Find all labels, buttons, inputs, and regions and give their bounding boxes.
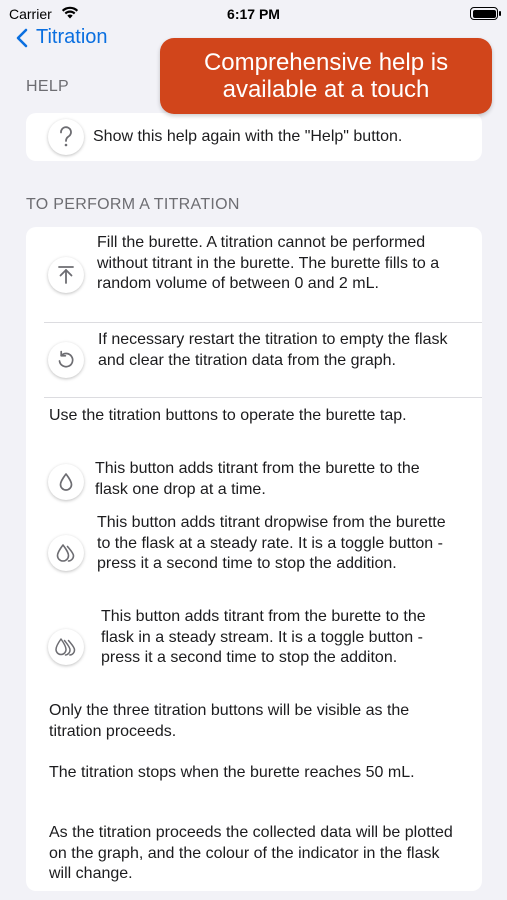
titration-intro-text: Use the titration buttons to operate the burette tap. [49, 407, 407, 424]
paragraph-titration-stops: The titration stops when the burette reaches 50 mL. [49, 764, 415, 781]
single-drop-text: This button adds titrant from the burette to the flask one drop at a time. [95, 460, 420, 498]
help-section-header: HELP [26, 78, 69, 95]
paragraph-data-plotted: As the titration proceeds the collected data will be plotted on the graph, and the colour of the indicator in the flask will change. [49, 824, 453, 883]
divider [44, 322, 482, 323]
single-drop-icon[interactable] [48, 464, 84, 500]
status-time: 6:17 PM [227, 6, 280, 22]
carrier-label: Carrier [9, 6, 52, 22]
chevron-left-icon [16, 28, 28, 48]
titration-section-header: TO PERFORM A TITRATION [26, 196, 240, 213]
back-button[interactable] [16, 26, 108, 49]
help-row [26, 113, 482, 161]
triple-drop-icon[interactable] [48, 629, 84, 665]
restart-text: If necessary restart the titration to empty the flask and clear the titration data from the graph. [98, 331, 448, 369]
fill-burette-icon[interactable] [48, 257, 84, 293]
battery-icon [470, 7, 498, 20]
divider [44, 397, 482, 398]
fill-burette-text: Fill the burette. A titration cannot be performed without titrant in the burette. The burette fills to a random volume of between 0 and 2 mL. [97, 234, 440, 293]
paragraph-visible-buttons: Only the three titration buttons will be visible as the titration proceeds. [49, 702, 410, 740]
help-card [26, 113, 482, 161]
back-button-label: Titration [36, 26, 108, 48]
stream-text: This button adds titrant from the burette to the flask in a steady stream. It is a toggle button - press it a second time to stop the additon. [101, 608, 426, 667]
double-drop-icon[interactable] [48, 535, 84, 571]
question-mark-icon[interactable] [48, 119, 84, 155]
dropwise-text: This button adds titrant dropwise from the burette to the flask at a steady rate. It is a toggle button - press it a second time to stop the addition. [97, 514, 446, 573]
promo-banner [160, 38, 492, 114]
help-row-text: Show this help again with the "Help" button. [93, 128, 403, 145]
titration-card [26, 227, 482, 891]
banner-text: Comprehensive help is available at a touch [203, 49, 449, 103]
restart-icon[interactable] [48, 342, 84, 378]
